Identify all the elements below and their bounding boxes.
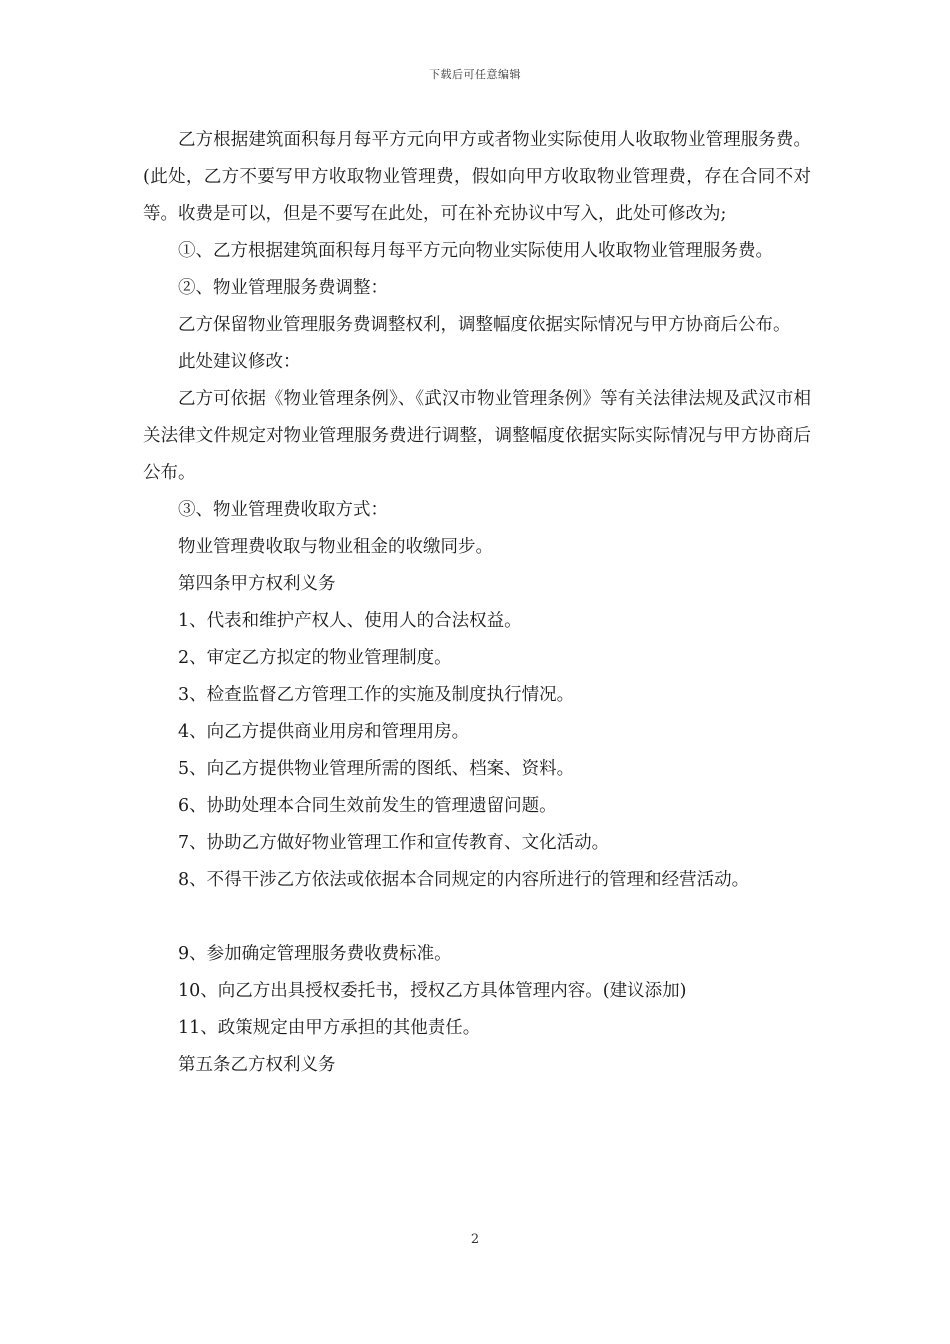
list-item: 4、向乙方提供商业用房和管理用房。 — [178, 722, 470, 742]
list-item: 3、检查监督乙方管理工作的实施及制度执行情况。 — [178, 685, 575, 705]
paragraph-suggestion: 乙方可依据《物业管理条例》、《武汉市物业管理条例》等有关法律法规及武汉市相关法律文件规定对物业管理服务费进行调整，调整幅度依据实际实际情况与甲方协商后公布。 — [143, 389, 811, 483]
page-header-note: 下载后可任意编辑 — [429, 68, 521, 81]
list-item: 1、代表和维护产权人、使用人的合法权益。 — [178, 611, 522, 631]
list-item: 10、向乙方出具授权委托书，授权乙方具体管理内容。(建议添加) — [178, 981, 687, 1001]
paragraph-fee-adjustment: 乙方保留物业管理服务费调整权利，调整幅度依据实际情况与甲方协商后公布。 — [178, 315, 791, 335]
list-item: 7、协助乙方做好物业管理工作和宣传教育、文化活动。 — [178, 833, 610, 853]
blank-line — [143, 899, 811, 936]
list-item: 2、审定乙方拟定的物业管理制度。 — [178, 648, 452, 668]
paragraph-fee-collection: 乙方根据建筑面积每月每平方元向甲方或者物业实际使用人收取物业管理服务费。(此处，乙方不要写甲方收取物业管理费，假如向甲方收取物业管理费，存在合同不对等。收费是可以，但是不要写在此处，可在补充协议中写入，此处可修改为; — [143, 130, 811, 224]
paragraph-collection-method: 物业管理费收取与物业租金的收缴同步。 — [178, 537, 493, 557]
paragraph-collection-method-title: ③、物业管理费收取方式： — [178, 500, 388, 520]
section-heading-article-4: 第四条甲方权利义务 — [178, 574, 336, 594]
list-item: 9、参加确定管理服务费收费标准。 — [178, 944, 452, 964]
list-item: 5、向乙方提供物业管理所需的图纸、档案、资料。 — [178, 759, 575, 779]
paragraph-fee-item-1: ①、乙方根据建筑面积每月每平方元向物业实际使用人收取物业管理服务费。 — [178, 241, 773, 261]
paragraph-fee-adjustment-title: ②、物业管理服务费调整： — [178, 278, 388, 298]
list-item: 8、不得干涉乙方依法或依据本合同规定的内容所进行的管理和经营活动。 — [178, 870, 750, 890]
page-number: 2 — [470, 1232, 480, 1247]
paragraph-suggestion-title: 此处建议修改： — [178, 352, 301, 372]
document-body — [143, 122, 811, 1084]
list-item: 6、协助处理本合同生效前发生的管理遗留问题。 — [178, 796, 557, 816]
section-heading-article-5: 第五条乙方权利义务 — [178, 1055, 336, 1075]
list-item: 11、政策规定由甲方承担的其他责任。 — [178, 1018, 481, 1038]
